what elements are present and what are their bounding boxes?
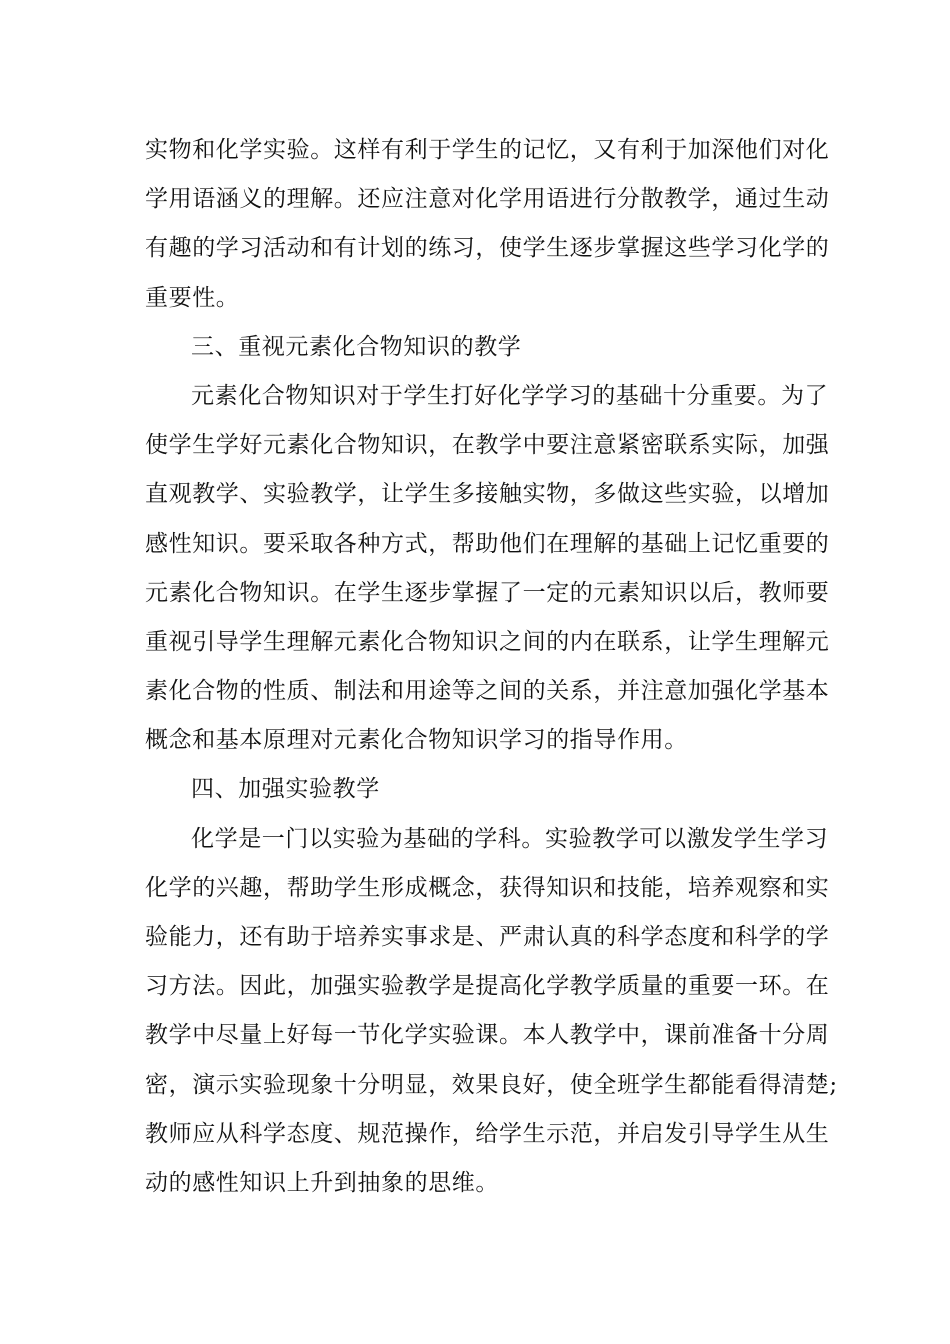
paragraph-line: 验能力，还有助于培养实事求是、严肃认真的科学态度和科学的学 xyxy=(145,924,830,950)
paragraph-line: 元素化合物知识。在学生逐步掌握了一定的元素知识以后，教师要 xyxy=(145,579,830,606)
paragraph-line: 动的感性知识上升到抽象的思维。 xyxy=(145,1169,499,1196)
paragraph-line: 使学生学好元素化合物知识，在教学中要注意紧密联系实际，加强 xyxy=(145,432,830,459)
paragraph-line: 有趣的学习活动和有计划的练习，使学生逐步掌握这些学习化学的 xyxy=(145,235,830,262)
paragraph-line: 密，演示实验现象十分明显，效果良好，使全班学生都能看得清楚; xyxy=(145,1071,838,1098)
paragraph-line: 实物和化学实验。这样有利于学生的记忆，又有利于加深他们对化 xyxy=(145,137,830,163)
paragraph-line: 重视引导学生理解元素化合物知识之间的内在联系，让学生理解元 xyxy=(145,628,830,655)
paragraph-line: 化学的兴趣，帮助学生形成概念，获得知识和技能，培养观察和实 xyxy=(145,874,830,901)
section-heading: 三、重视元素化合物知识的教学 xyxy=(191,333,522,360)
section-heading: 四、加强实验教学 xyxy=(191,776,380,803)
paragraph-line: 素化合物的性质、制法和用途等之间的关系，并注意加强化学基本 xyxy=(145,678,830,705)
paragraph-line: 概念和基本原理对元素化合物知识学习的指导作用。 xyxy=(145,727,688,754)
paragraph-line: 重要性。 xyxy=(145,284,240,311)
paragraph-line: 习方法。因此，加强实验教学是提高化学教学质量的重要一环。在 xyxy=(145,973,830,1000)
paragraph-line: 化学是一门以实验为基础的学科。实验教学可以激发学生学习 xyxy=(191,825,829,852)
document-body xyxy=(145,126,838,1208)
paragraph-line: 直观教学、实验教学，让学生多接触实物，多做这些实验，以增加 xyxy=(145,481,830,508)
paragraph-line: 教学中尽量上好每一节化学实验课。本人教学中，课前准备十分周 xyxy=(145,1022,830,1049)
paragraph-line: 学用语涵义的理解。还应注意对化学用语进行分散教学，通过生动 xyxy=(145,186,830,213)
paragraph-line: 元素化合物知识对于学生打好化学学习的基础十分重要。为了 xyxy=(191,382,829,409)
paragraph-line: 感性知识。要采取各种方式，帮助他们在理解的基础上记忆重要的 xyxy=(145,530,830,557)
paragraph-line: 教师应从科学态度、规范操作，给学生示范，并启发引导学生从生 xyxy=(145,1120,830,1147)
